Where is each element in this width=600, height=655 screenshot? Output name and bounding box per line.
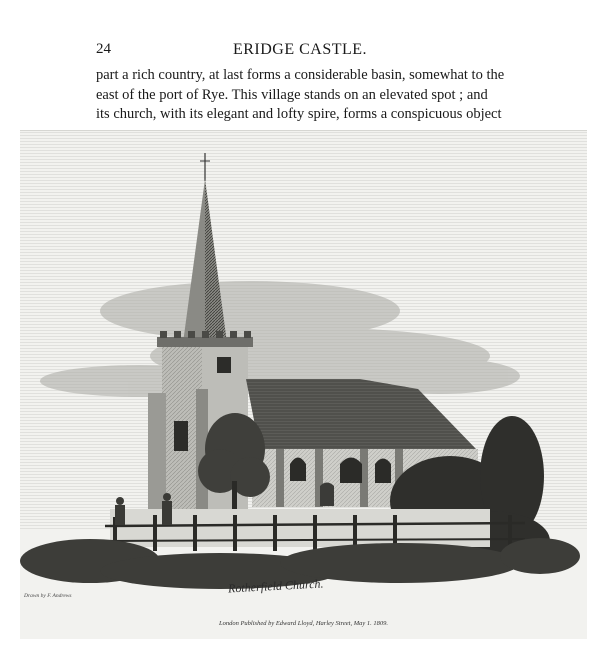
body-text	[96, 66, 526, 125]
page-number: 24	[96, 41, 111, 57]
text-line: east of the port of Rye. This village stands on an elevated spot ; and	[96, 86, 488, 103]
engraving-plate	[20, 130, 587, 639]
artist-credit: Drawn by F. Andrews	[24, 593, 72, 599]
running-title: ERIDGE CASTLE.	[232, 41, 368, 58]
engraving-caption: Rotherfield Church.	[227, 576, 324, 596]
text-line: its church, with its elegant and lofty spire, forms a conspicuous object	[96, 106, 502, 122]
church-illustration	[20, 131, 587, 639]
publisher-line: London Published by Edward Lloyd, Harley Street, May 1. 1809.	[218, 620, 389, 627]
text-line: part a rich country, at last forms a considerable basin, somewhat to the	[96, 67, 505, 83]
